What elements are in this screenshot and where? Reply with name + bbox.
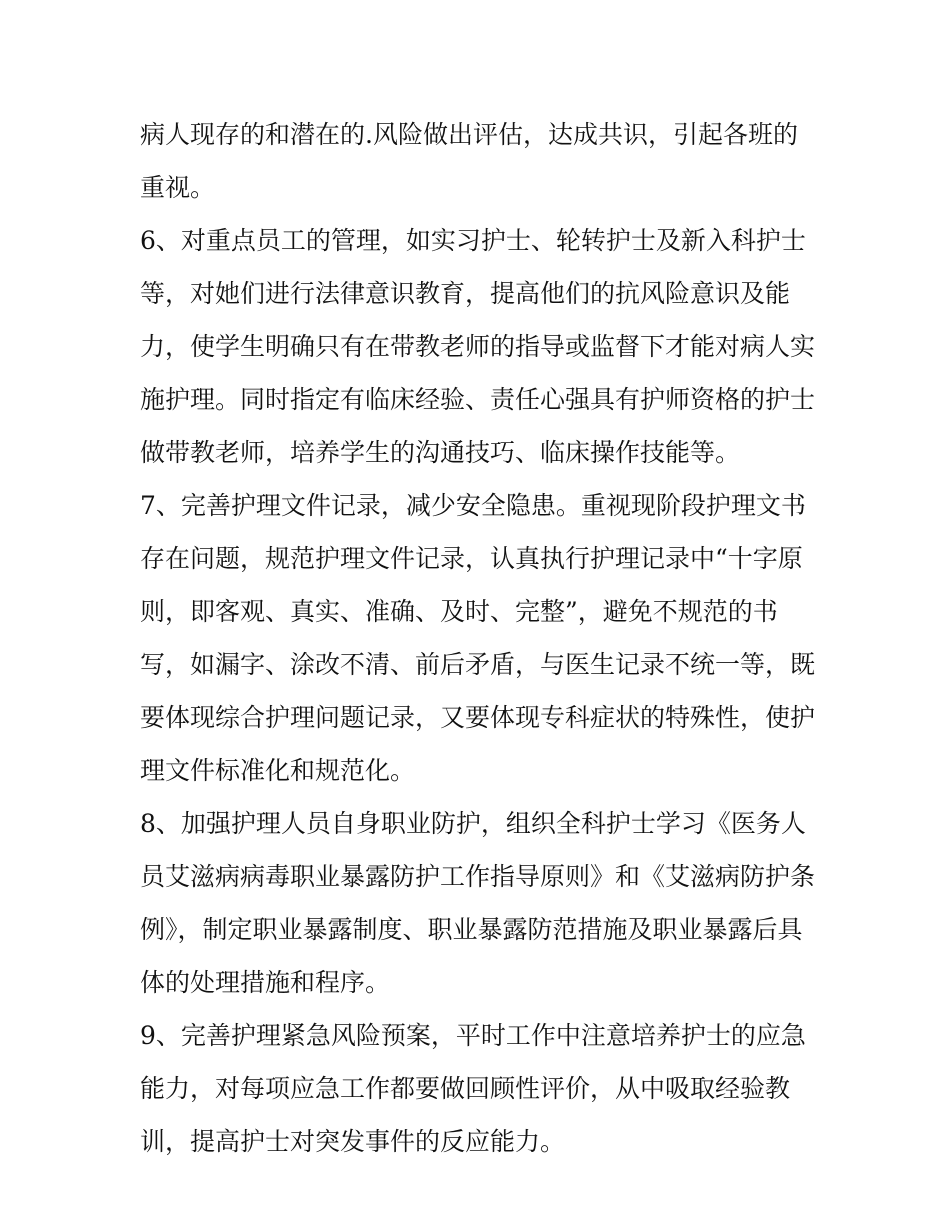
text-line: 8、加强护理人员自身职业防护，组织全科护士学习《医务人: [140, 809, 806, 838]
text-line: 9、完善护理紧急风险预案，平时工作中注意培养护士的应急: [140, 1021, 806, 1050]
text-line: 理文件标准化和规范化。: [140, 756, 416, 785]
text-line: 员艾滋病病毒职业暴露防护工作指导原则》和《艾滋病防护条: [140, 862, 816, 891]
text-line: 6、对重点员工的管理，如实习护士、轮转护士及新入科护士: [140, 226, 806, 255]
text-line: 病人现存的和潜在的.风险做出评估，达成共识，引起各班的: [140, 120, 798, 149]
text-line: 施护理。同时指定有临床经验、责任心强具有护师资格的护士: [140, 385, 816, 414]
body-text: [140, 108, 820, 1168]
text-line: 能力，对每项应急工作都要做回顾性评价，从中吸取经验教: [140, 1074, 791, 1103]
text-line: 要体现综合护理问题记录，又要体现专科症状的特殊性，使护: [140, 703, 816, 732]
text-line: 则，即客观、真实、准确、及时、完整”，避免不规范的书: [140, 597, 778, 626]
text-line: 重视。: [140, 173, 216, 202]
text-line: 等，对她们进行法律意识教育，提高他们的抗风险意识及能: [140, 279, 791, 308]
text-line: 训，提高护士对突发事件的反应能力。: [140, 1127, 566, 1156]
text-line: 存在问题，规范护理文件记录，认真执行护理记录中“十字原: [140, 544, 803, 573]
text-line: 力，使学生明确只有在带教老师的指导或监督下才能对病人实: [140, 332, 816, 361]
text-line: 例》，制定职业暴露制度、职业暴露防范措施及职业暴露后具: [140, 915, 803, 944]
text-line: 做带教老师，培养学生的沟通技巧、临床操作技能等。: [140, 438, 741, 467]
text-line: 体的处理措施和程序。: [140, 968, 391, 997]
text-line: 写，如漏字、涂改不清、前后矛盾，与医生记录不统一等，既: [140, 650, 816, 679]
text-line: 7、完善护理文件记录，减少安全隐患。重视现阶段护理文书: [140, 491, 806, 520]
